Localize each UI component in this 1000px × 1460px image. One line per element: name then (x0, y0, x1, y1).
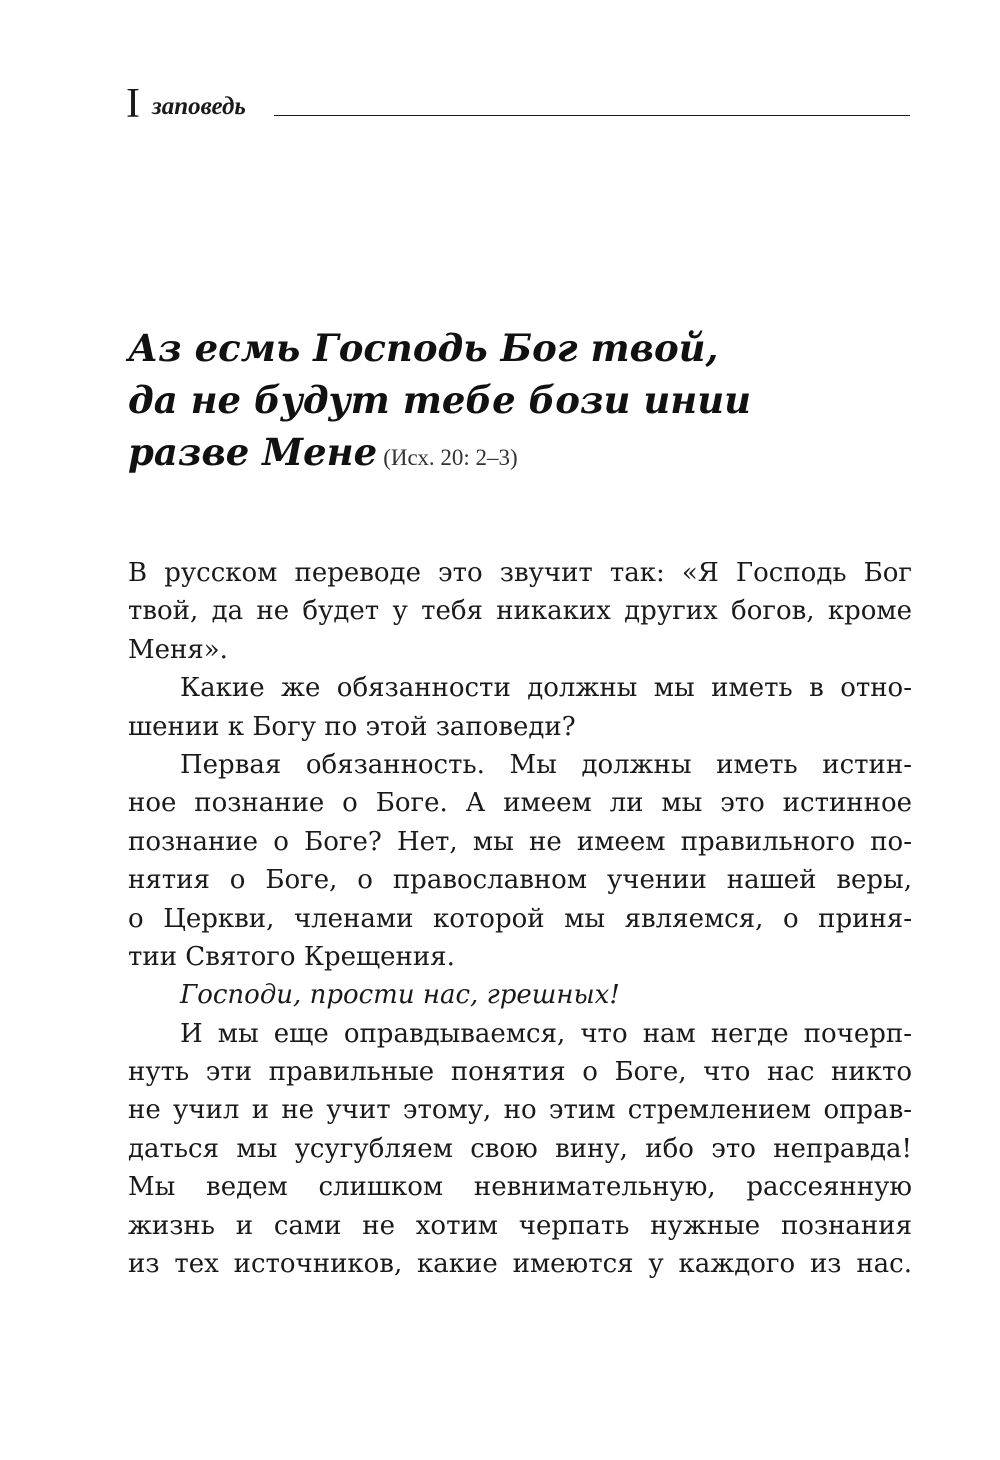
paragraph-line: о Церкви, членами которой мы являемся, о приня- (128, 903, 912, 934)
commandment-heading (128, 322, 908, 484)
paragraph-line: нуть эти правильные понятия о Боге, что нас никто (128, 1057, 912, 1088)
paragraph-line: Мы ведем слишком невнимательную, рассеянную (128, 1172, 912, 1203)
paragraph-line: даться мы усугубляем свою вину, ибо это неправда! (128, 1133, 912, 1164)
running-head-label: заповедь (152, 93, 246, 120)
paragraph-line: нятия о Боге, о православном учении нашей веры, (128, 865, 912, 896)
heading-line-text: разве Мене (128, 430, 378, 474)
running-head-rule (274, 115, 910, 116)
heading-line: да не будут тебе бози инии (128, 378, 752, 422)
paragraph-line: В русском переводе это звучит так: «Я Господь Бог (128, 558, 912, 588)
paragraph-line: Первая обязанность. Мы должны иметь истин- (180, 749, 912, 780)
paragraph-line: Какие же обязанности должны мы иметь в отно- (180, 673, 912, 704)
paragraph-line: И мы еще оправдываемся, что нам негде почерп- (180, 1018, 912, 1049)
scripture-reference: (Исх. 20: 2–3) (383, 445, 518, 470)
paragraph-line: ное познание о Боге. А имеем ли мы это истинное (128, 788, 912, 819)
paragraph-line: Меня». (128, 634, 228, 665)
paragraph-line: шении к Богу по этой заповеди? (128, 711, 576, 742)
commandment-numeral: I (126, 81, 140, 127)
paragraph-line: познание о Боге? Нет, мы не имеем правильного по- (128, 826, 912, 857)
running-head (126, 80, 910, 130)
paragraph-line: не учил и не учит этому, но этим стремлением оправ- (128, 1095, 912, 1126)
italic-exclamation: Господи, прости нас, грешных! (180, 980, 620, 1011)
paragraph-line: твой, да не будет у тебя никаких других богов, кроме (128, 596, 912, 627)
paragraph-line: из тех источников, какие имеются у каждого из нас. (128, 1249, 912, 1280)
paragraph-line: тии Святого Крещения. (128, 941, 455, 972)
heading-line-last (128, 426, 908, 484)
paragraph-line: жизнь и сами не хотим черпать нужные познания (128, 1210, 912, 1241)
heading-line: Аз есмь Господь Бог твой, (128, 326, 719, 370)
body-text (128, 554, 912, 1283)
